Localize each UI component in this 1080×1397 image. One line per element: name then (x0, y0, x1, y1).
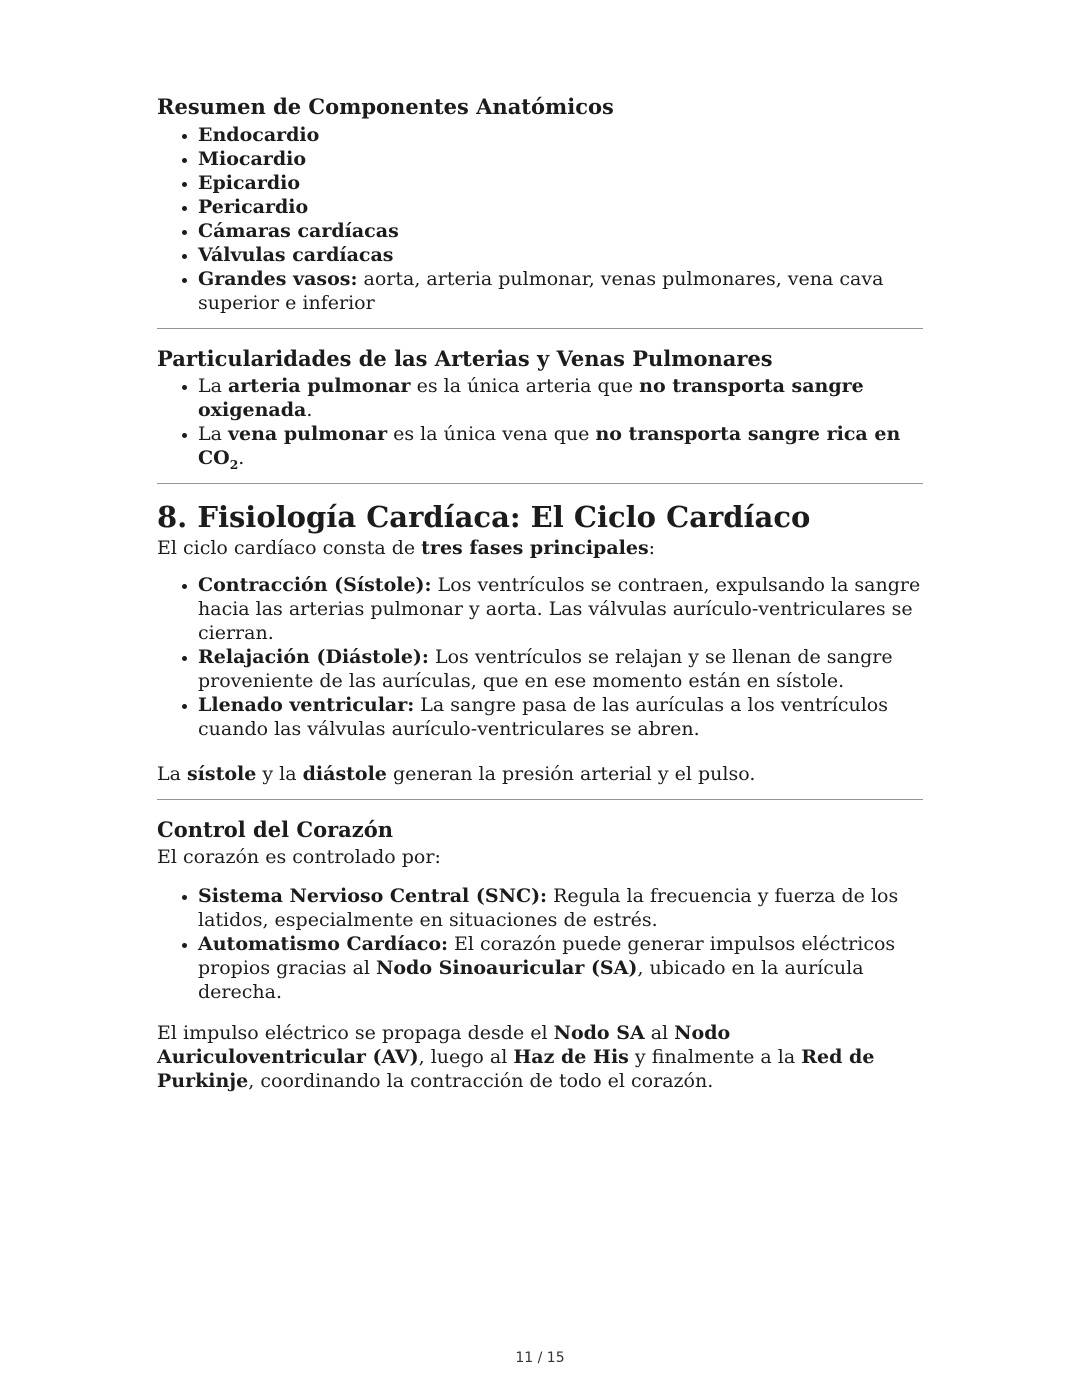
section-divider (157, 799, 923, 800)
section-divider (157, 483, 923, 484)
list-item: • Endocardio (198, 123, 923, 147)
control-list (157, 884, 923, 1004)
section-title-resumen-componentes: Resumen de Componentes Anatómicos (157, 94, 614, 119)
list-item: • La arteria pulmonar es la única arteria que no transporta sangre oxigenada. (198, 374, 923, 422)
particularidades-list (157, 374, 923, 470)
resumen-list (157, 123, 923, 315)
fisiologia-phases-list (157, 573, 923, 741)
fisiologia-intro-paragraph: El ciclo cardíaco consta de tres fases principales: (157, 537, 656, 559)
control-closing-paragraph: El impulso eléctrico se propaga desde el Nodo SA al Nodo Auriculoventricular (AV), luego al Haz de His y finalmente a la Red de Purkinje, coordinando la contracción de todo el corazón. (157, 1022, 875, 1092)
list-item: • Pericardio (198, 195, 923, 219)
list-item: • Sistema Nervioso Central (SNC): Regula la frecuencia y fuerza de los latidos, especialmente en situaciones de estrés. (198, 884, 923, 932)
control-intro-paragraph: El corazón es controlado por: (157, 846, 441, 868)
fisiologia-summary-paragraph: La sístole y la diástole generan la presión arterial y el pulso. (157, 763, 756, 785)
list-item: • Cámaras cardíacas (198, 219, 923, 243)
list-item: • Válvulas cardíacas (198, 243, 923, 267)
list-item: • Grandes vasos: aorta, arteria pulmonar, venas pulmonares, vena cava superior e inferior (198, 267, 923, 315)
page-content (157, 0, 923, 1093)
page-number: 11 / 15 (515, 1350, 565, 1366)
list-item: • La vena pulmonar es la única vena que no transporta sangre rica en $CO_2$. (198, 422, 923, 470)
list-item: • Miocardio (198, 147, 923, 171)
list-item: • Contracción (Sístole): Los ventrículos se contraen, expulsando la sangre hacia las arterias pulmonar y aorta. Las válvulas aurículo-ventriculares se cierran. (198, 573, 923, 645)
list-item: • Automatismo Cardíaco: El corazón puede generar impulsos eléctricos propios gracias al Nodo Sinoauricular (SA), ubicado en la aurícula derecha. (198, 932, 923, 1004)
section-heading-fisiologia-cardiaca: 8. Fisiología Cardíaca: El Ciclo Cardíaco (157, 500, 811, 534)
section-divider (157, 328, 923, 329)
list-item: • Relajación (Diástole): Los ventrículos se relajan y se llenan de sangre proveniente de las aurículas, que en ese momento están en sístole. (198, 645, 923, 693)
list-item: • Epicardio (198, 171, 923, 195)
list-item: • Llenado ventricular: La sangre pasa de las aurículas a los ventrículos cuando las válvulas aurículo-ventriculares se abren. (198, 693, 923, 741)
section-title-particularidades: Particularidades de las Arterias y Venas Pulmonares (157, 346, 773, 371)
section-title-control-corazon: Control del Corazón (157, 817, 393, 842)
